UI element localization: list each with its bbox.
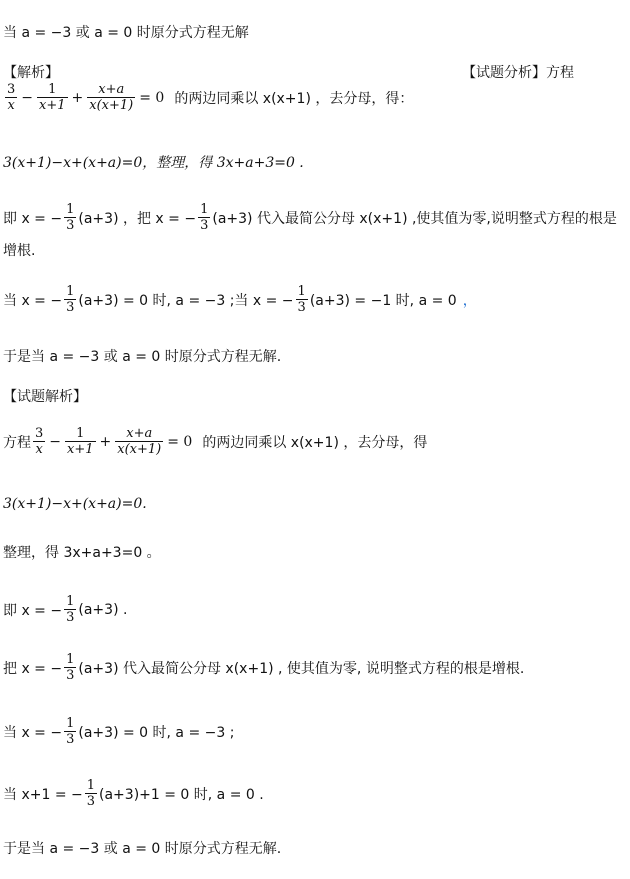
ji-part-a: 即 x = − bbox=[3, 210, 63, 227]
equals-zero: = 0 bbox=[139, 89, 165, 106]
equation-second-line bbox=[3, 426, 427, 457]
zenggen-text: 增根. bbox=[3, 243, 36, 259]
fraction-3-over-x: $\frac{3}{x}$ bbox=[7, 82, 16, 113]
zhengli-line bbox=[3, 542, 161, 562]
expanded-2-text: 3(x+1)−x+(x+a)=0. bbox=[3, 496, 147, 512]
ji-line-2 bbox=[3, 594, 127, 625]
fraction-1-over-3: $\frac{1}{3}$ bbox=[66, 202, 75, 233]
ba-part-b: (a+3) 代入最简公分母 x(x+1) , 使其值为零, 说明整式方程的根是增根. bbox=[78, 660, 525, 677]
equation-first-tail: 的两边同乘以 x(x+1) ，去分母，得： bbox=[174, 90, 414, 107]
conclusion-line-2 bbox=[3, 838, 281, 858]
fraction-1-over-x1-2: $\frac{1}{x+1}$ bbox=[67, 426, 94, 457]
fraction-1-over-3-g: $\frac{1}{3}$ bbox=[66, 716, 75, 747]
fraction-1-over-3-h: $\frac{1}{3}$ bbox=[86, 778, 96, 809]
analysis-heading bbox=[462, 62, 574, 82]
dang-part-c: (a+3) = −1 时, a = 0 bbox=[309, 292, 457, 309]
fraction-1-over-x1: $\frac{1}{x+1}$ bbox=[39, 82, 66, 113]
dang3-part-b: (a+3)+1 = 0 时, a = 0 . bbox=[99, 786, 264, 803]
fraction-xa-over-xx1: $\frac{x+a}{x(x+1)}$ bbox=[89, 82, 134, 113]
dang-part-a: 当 x = − bbox=[3, 292, 63, 309]
intro-text: 当 a = −3 或 a = 0 时原分式方程无解 bbox=[3, 25, 249, 41]
minus-sign-2: − bbox=[49, 433, 62, 450]
fraction-1-over-3-f: $\frac{1}{3}$ bbox=[66, 652, 75, 683]
conclusion-line-1 bbox=[3, 346, 281, 366]
fraction-1-over-3-e: $\frac{1}{3}$ bbox=[66, 594, 75, 625]
fraction-xa-over-xx1-2: $\frac{x+a}{x(x+1)}$ bbox=[117, 426, 162, 457]
analysis-heading-text: 【试题分析】方程 bbox=[462, 65, 574, 81]
dang-line-3 bbox=[3, 778, 264, 809]
minus-sign: − bbox=[21, 89, 34, 106]
plus-sign: + bbox=[71, 89, 84, 106]
dang-line-2 bbox=[3, 716, 234, 747]
dang-part-b: (a+3) = 0 时, a = −3 ;当 x = − bbox=[78, 292, 294, 309]
ji-line bbox=[3, 202, 617, 233]
solution-heading-line bbox=[3, 386, 87, 406]
equation-second-tail: 的两边同乘以 x(x+1) ，去分母，得 bbox=[202, 434, 428, 451]
zhengli-text: 整理，得 3x+a+3=0 。 bbox=[3, 545, 161, 561]
intro-line bbox=[3, 22, 249, 42]
expanded-text: 3(x+1)−x+(x+a)=0，整理，得 3x+a+3=0 . bbox=[3, 155, 304, 171]
ba-part-a: 把 x = − bbox=[3, 660, 63, 677]
ji-part-b: (a+3) ，把 x = − bbox=[78, 210, 197, 227]
fangcheng-label: 方程 bbox=[3, 434, 31, 451]
jiexi-heading: 【解析】 bbox=[3, 65, 59, 81]
fraction-1-over-3-d: $\frac{1}{3}$ bbox=[297, 284, 306, 315]
fraction-3-over-x-2: $\frac{3}{x}$ bbox=[35, 426, 44, 457]
dang3-part-a: 当 x+1 = − bbox=[3, 786, 83, 803]
solution-heading: 【试题解析】 bbox=[3, 389, 87, 405]
plus-sign-2: + bbox=[99, 433, 112, 450]
ji-part-c: (a+3) 代入最简公分母 x(x+1) ,使其值为零,说明整式方程的根是 bbox=[212, 210, 617, 227]
dang-part-d: ， bbox=[462, 292, 477, 309]
dang-line bbox=[3, 284, 477, 315]
conclusion-2-text: 于是当 a = −3 或 a = 0 时原分式方程无解. bbox=[3, 841, 282, 857]
equals-zero-2: = 0 bbox=[167, 433, 193, 450]
conclusion-1-text: 于是当 a = −3 或 a = 0 时原分式方程无解. bbox=[3, 349, 282, 365]
jiexi-heading-line bbox=[3, 62, 59, 82]
zenggen-line bbox=[3, 240, 35, 260]
dang2-part-b: (a+3) = 0 时, a = −3 ; bbox=[78, 724, 235, 741]
ji2-part-b: (a+3) . bbox=[78, 601, 128, 618]
ba-line bbox=[3, 652, 524, 683]
ji2-part-a: 即 x = − bbox=[3, 602, 63, 619]
fraction-1-over-3-c: $\frac{1}{3}$ bbox=[66, 284, 75, 315]
fraction-1-over-3-b: $\frac{1}{3}$ bbox=[200, 202, 209, 233]
expanded-line-2 bbox=[3, 496, 147, 512]
equation-first-line bbox=[3, 82, 413, 113]
expanded-line bbox=[3, 152, 304, 172]
dang2-part-a: 当 x = − bbox=[3, 724, 63, 741]
